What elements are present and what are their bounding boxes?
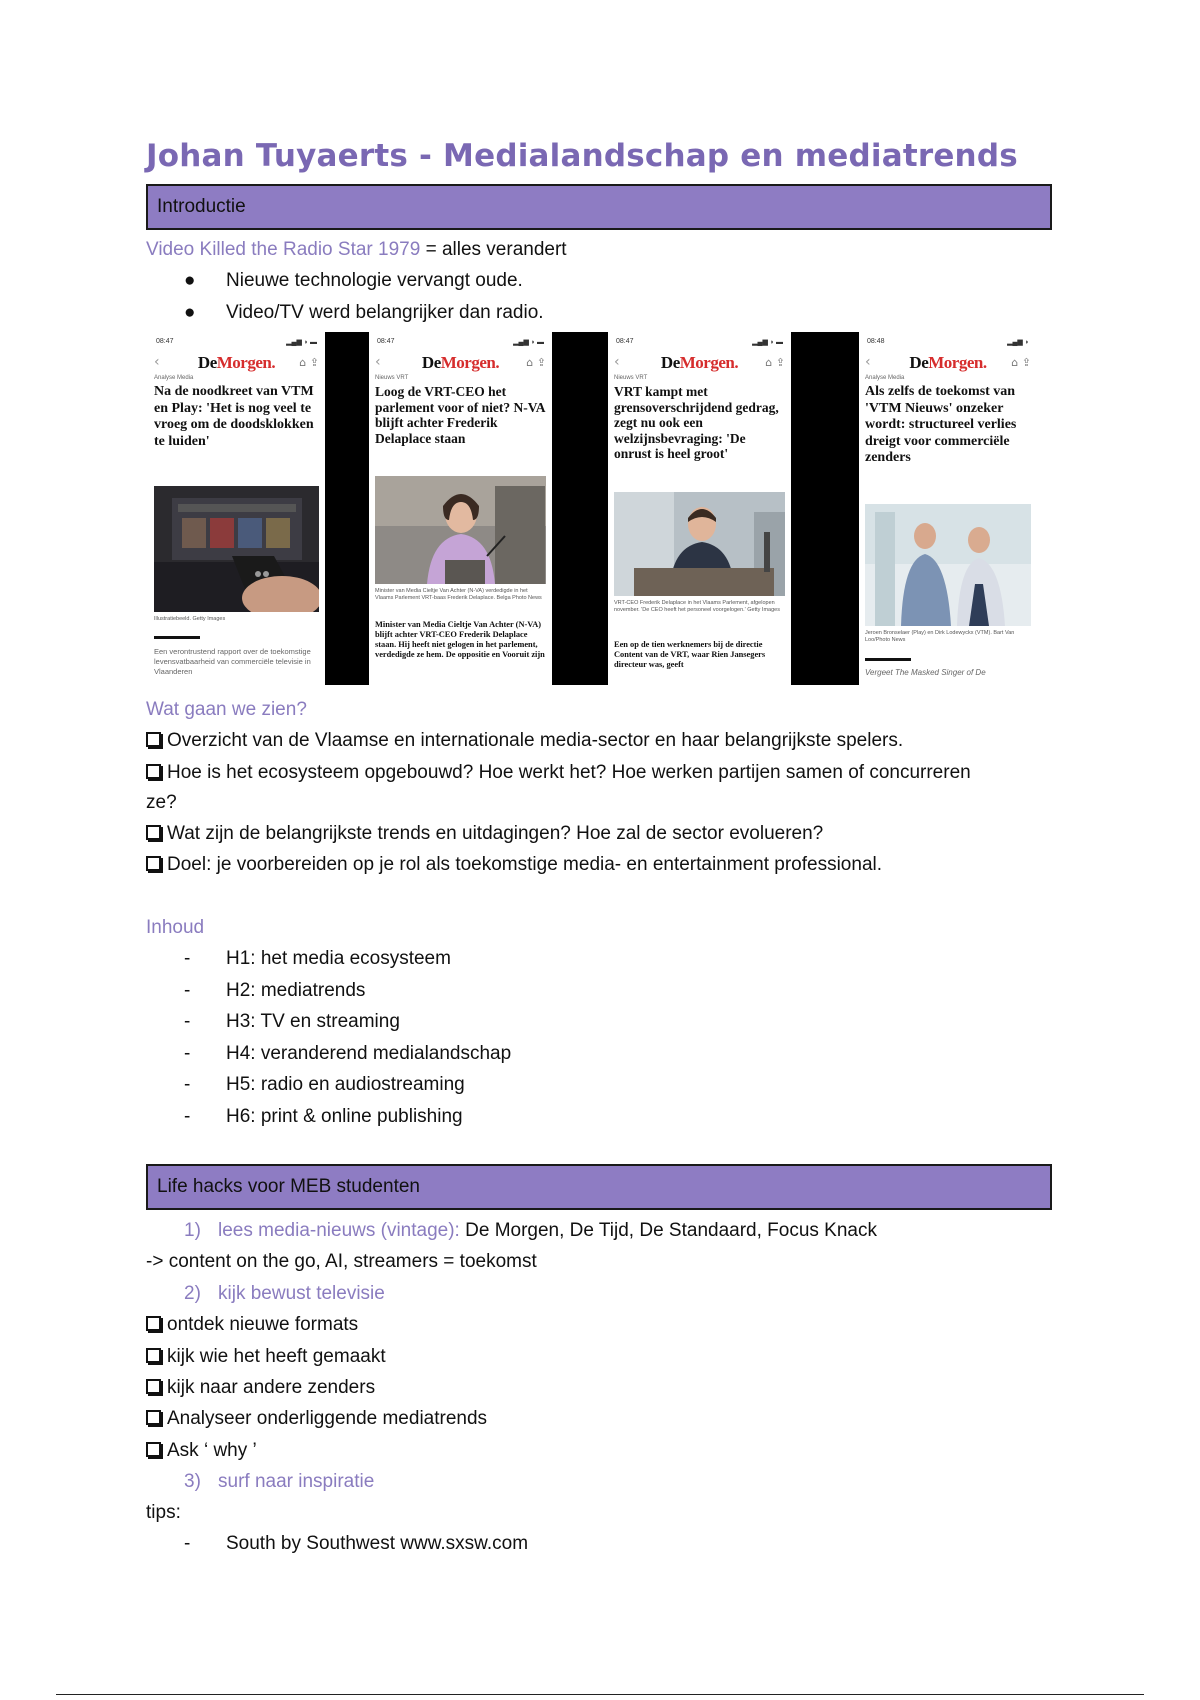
news-screenshot-2 (369, 332, 552, 685)
bookmark-share-icon: ⌂ ⇪ (526, 356, 546, 369)
checkbox-icon (146, 1410, 161, 1425)
divider-rule (154, 636, 200, 639)
arrow-line: -> content on the go, AI, streamers = toekomst (146, 1251, 537, 1272)
checkbox-icon (146, 1348, 161, 1363)
screenshot-gap (552, 332, 608, 685)
intro-bullet-2 (184, 301, 544, 325)
news-screenshot-4 (859, 332, 1037, 685)
checkbox-icon (146, 764, 161, 779)
bookmark-share-icon: ⌂ ⇪ (765, 356, 785, 369)
status-time: 08:47 (377, 338, 395, 345)
lifehack-1-link[interactable]: lees media-nieuws (vintage): (218, 1220, 460, 1241)
check-item-2: Hoe is het ecosysteem opgebouwd? Hoe werkt het? Hoe werken partijen samen of concurreren (146, 761, 971, 785)
inhoud-item-2: - H2: mediatrends (184, 980, 366, 1001)
bookmark-share-icon: ⌂ ⇪ (1011, 356, 1031, 369)
photo-caption: Illustratiebeeld. Getty Images (154, 616, 226, 622)
footer-divider (56, 1694, 1144, 1695)
banner-introductie: Introductie (146, 184, 1052, 230)
tv-check-4: Analyseer onderliggende mediatrends (146, 1407, 487, 1431)
banner-lifehacks: Life hacks voor MEB studenten (146, 1164, 1052, 1210)
status-icons: ▂▄▆ ◗ ▬ (752, 339, 783, 346)
demorgen-logo: DeMorgen. (421, 353, 500, 372)
status-time: 08:48 (867, 338, 885, 345)
status-icons: ▂▄▆ ◗ (1007, 339, 1029, 346)
lifehack-3: 3) surf naar inspiratie (184, 1471, 375, 1492)
check-item-4: Doel: je voorbereiden op je rol als toekomstige media- en entertainment professional. (146, 853, 882, 877)
lifehack-1: 1) lees media-nieuws (vintage): De Morgen, De Tijd, De Standaard, Focus Knack (184, 1220, 877, 1241)
article-lead: Een op de tien werknemers bij de directie Content van de VRT, waar Rien Jansegers directeur was, geeft (614, 640, 766, 669)
page-title: Johan Tuyaerts - Medialandschap en mediatrends (146, 138, 1018, 174)
lifehack-2-link[interactable]: kijk bewust televisie (218, 1283, 385, 1304)
section-heading-inhoud: Inhoud (146, 917, 205, 938)
checkbox-icon (146, 856, 161, 871)
demorgen-logo: DeMorgen. (909, 353, 987, 372)
article-kicker: Nieuws VRT (375, 375, 409, 381)
screenshot-gap (325, 332, 369, 685)
lifehack-2: 2) kijk bewust televisie (184, 1283, 385, 1304)
tv-remote-photo (154, 486, 319, 612)
lifehack-3-link[interactable]: surf naar inspiratie (218, 1471, 375, 1492)
minister-photo (375, 476, 546, 584)
ceo-photo (614, 492, 785, 596)
checkbox-icon (146, 825, 161, 840)
article-kicker: Nieuws VRT (614, 375, 648, 381)
section-heading-what: Wat gaan we zien? (146, 699, 307, 720)
status-icons: ▂▄▆ ◗ ▬ (513, 339, 544, 346)
two-men-photo (865, 504, 1031, 626)
tip-item-1: - South by Southwest www.sxsw.com (184, 1533, 529, 1554)
bullet-text: Video/TV werd belangrijker dan radio. (226, 302, 544, 323)
article-headline: Als zelfs de toekomst van 'VTM Nieuws' onzeker wordt: structureel verlies dreigt voor commerciële zenders (865, 384, 1017, 465)
article-kicker: Analyse Media (865, 375, 905, 381)
chevron-left-icon: ‹ (614, 354, 620, 370)
check-item-1: Overzicht van de Vlaamse en internationale media-sector en haar belangrijkste spelers. (146, 729, 903, 753)
demorgen-logo: DeMorgen. (197, 353, 276, 372)
intro-bullet-1 (184, 269, 523, 293)
check-item-2-cont: ze? (146, 792, 177, 813)
article-headline: VRT kampt met grensoverschrijdend gedrag, zegt nu ook een welzijnsbevraging: 'De onrust is heel groot' (614, 384, 779, 461)
bullet-icon: ● (184, 302, 196, 323)
inhoud-item-3: - H3: TV en streaming (184, 1011, 400, 1032)
chevron-left-icon: ‹ (154, 354, 160, 370)
tips-label: tips: (146, 1502, 181, 1523)
news-screenshot-1 (148, 332, 325, 685)
status-time: 08:47 (156, 338, 174, 345)
status-time: 08:47 (616, 338, 634, 345)
photo-caption: VRT-CEO Frederik Delaplace in het Vlaams Parlement, afgelopen november. 'De CEO heeft het personeel voorgelogen.' Getty Images (614, 600, 780, 613)
photo-caption: Jeroen Bronselaer (Play) en Dirk Lodewyckx (VTM). Bart Van Loo/Photo News (865, 630, 1015, 643)
tv-check-1: ontdek nieuwe formats (146, 1313, 358, 1337)
video-line (146, 238, 567, 262)
article-lead: Een verontrustend rapport over de toekomstige levensvatbaarheid van commerciële televisie in Vlaanderen (154, 647, 311, 676)
inhoud-item-6: - H6: print & online publishing (184, 1106, 463, 1127)
video-rest: = alles verandert (420, 239, 567, 260)
video-link[interactable]: Video Killed the Radio Star 1979 (146, 239, 421, 260)
demorgen-logo: DeMorgen. (660, 353, 739, 372)
article-kicker: Analyse Media (154, 375, 194, 381)
photo-caption: Minister van Media Cieltje Van Achter (N-VA) verdedigde in het Vlaams Parlement VRT-baas Frederik Delaplace. Belga Photo News (375, 588, 542, 601)
article-lead: Vergeet The Masked Singer of De (865, 668, 986, 677)
news-screenshot-3 (608, 332, 791, 685)
tv-check-3: kijk naar andere zenders (146, 1376, 375, 1400)
article-lead: Minister van Media Cieltje Van Achter (N-VA) blijft achter VRT-CEO Frederik Delaplace staan. Hij heeft niet gelogen in het parlement, verdedigde ze hem. De oppositie en Vooruit zijn (375, 620, 545, 659)
bookmark-share-icon: ⌂ ⇪ (299, 356, 319, 369)
article-headline: Na de noodkreet van VTM en Play: 'Het is nog veel te vroeg om de doodsklokken te luiden' (154, 384, 314, 449)
divider-rule (865, 658, 911, 661)
screenshot-gap (791, 332, 859, 685)
checkbox-icon (146, 1316, 161, 1331)
inhoud-item-4: - H4: veranderend medialandschap (184, 1043, 512, 1064)
inhoud-item-1: - H1: het media ecosysteem (184, 948, 451, 969)
bullet-text: Nieuwe technologie vervangt oude. (226, 270, 523, 291)
bullet-icon: ● (184, 270, 196, 291)
tip-link[interactable]: South by Southwest www.sxsw.com (226, 1533, 529, 1554)
article-headline: Loog de VRT-CEO het parlement voor of niet? N-VA blijft achter Frederik Delaplace staan (375, 384, 545, 446)
tv-check-5: Ask ‘ why ’ (146, 1439, 257, 1463)
chevron-left-icon: ‹ (865, 354, 871, 370)
checkbox-icon (146, 1442, 161, 1457)
checkbox-icon (146, 732, 161, 747)
check-item-3: Wat zijn de belangrijkste trends en uitdagingen? Hoe zal de sector evolueren? (146, 822, 823, 846)
chevron-left-icon: ‹ (375, 354, 381, 370)
checkbox-icon (146, 1379, 161, 1394)
inhoud-item-5: - H5: radio en audiostreaming (184, 1074, 465, 1095)
status-icons: ▂▄▆ ◗ ▬ (286, 339, 317, 346)
tv-check-2: kijk wie het heeft gemaakt (146, 1345, 386, 1369)
